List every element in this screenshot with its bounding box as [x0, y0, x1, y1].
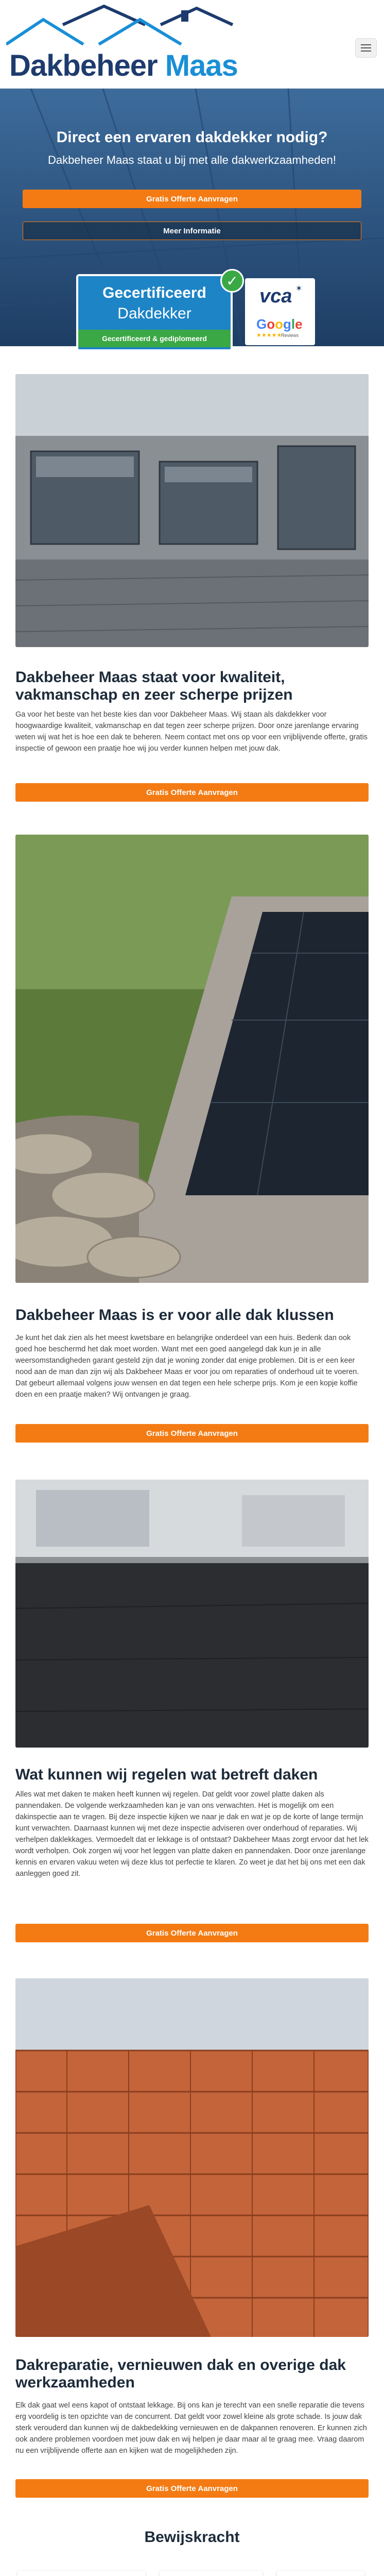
section4-title: Dakreparatie, vernieuwen dak en overige dak werkzaamheden [15, 2357, 346, 2391]
vca-logo: vca [259, 285, 292, 307]
section4-text: Elk dak gaat wel eens kapot of ontstaat lekkage. Bij ons kan je terecht van een snelle reparatie die tevens erg voordelig is ten opzichte van de concurrent. Dat geldt voor zowel kleine als grote schade. Is jouw dak sterk verouderd dan kunnen wij de dakbedekking vernieuwen en de dakpannen renoveren. Er kunnen zich ook andere problemen voordoen met jouw dak en wij helpen je daar maar al te graag mee. Vraag daarom nu een vrijblijvende offerte aan en kijken wat de mogelijkheden zijn. [15, 2401, 367, 2455]
badge-line2: Dakdekker [117, 305, 191, 322]
badge-line1: Gecertificeerd [102, 284, 206, 301]
section1-title: Dakbeheer Maas staat voor kwaliteit, vakmanschap en zeer scherpe prijzen [15, 669, 293, 703]
google-reviews-label: Reviews [281, 333, 299, 338]
section1-photo [15, 374, 369, 647]
section2-text: Je kunt het dak zien als het meest kwetsbare en belangrijke onderdeel van een huis. Bedenk dan ook goed hoe beschermd het dak moet worden. Want met een goed aangelegd dak kun je in alle weersomstandigheden garant gesteld zijn dat je woning zonder dat enige problemen. Dit is er een keer nood aan de man dan zijn wij als Dakbeheer Maas er voor jou om reparaties of onderhoud uit te voeren. Dat gebeurt allemaal volgens jouw wensen en dat tegen een hele scherpe prijs. Kom je een kopje koffie doen en een praatje maken? Wij ontvangen je graag. [15, 1334, 359, 1399]
hero-more-info-button[interactable]: Meer Informatie [23, 222, 361, 240]
flat-roof-photo [15, 1480, 369, 1748]
site-header [0, 0, 384, 89]
roof-logo-icon [6, 4, 248, 45]
section2-quote-button[interactable]: Gratis Offerte Aanvragen [15, 1424, 369, 1443]
section4-photo [15, 1978, 369, 2337]
logo-text [9, 49, 238, 82]
certified-badge [76, 273, 238, 351]
testimonial-card-left [18, 2571, 145, 2576]
roof-tiles-photo [15, 1978, 369, 2337]
solar-panels-roof-photo [15, 835, 369, 1283]
section2-photo [15, 835, 369, 1283]
section4-quote-button[interactable]: Gratis Offerte Aanvragen [15, 2479, 369, 2498]
certified-badge-box [76, 274, 233, 351]
badge-strip: Gecertificeerd & gediplomeerd [78, 330, 231, 347]
hero-subtitle: Dakbeheer Maas staat u bij met alle dakwerkzaamheden! [47, 154, 337, 166]
section2-title: Dakbeheer Maas is er voor alle dak klussen [15, 1307, 334, 1324]
section1-quote-button[interactable]: Gratis Offerte Aanvragen [15, 783, 369, 802]
logo-text-dark: Dakbeheer [9, 49, 158, 82]
google-stars-icon: ★★★★★ [256, 332, 282, 338]
google-logo: Google [256, 316, 303, 332]
vca-star-icon: ✶ [295, 284, 303, 293]
hero-title: Direct een ervaren dakdekker nodig? [56, 129, 328, 146]
testimonial-card-right [277, 2571, 364, 2576]
menu-button[interactable] [355, 38, 377, 58]
hero-quote-button[interactable]: Gratis Offerte Aanvragen [23, 190, 361, 208]
section1-text: Ga voor het beste van het beste kies dan voor Dakbeheer Maas. Wij staan als dakdekker voor hoogwaardige kwaliteit, vakmanschap en dat tegen zeer scherpe prijzen. Door onze jarenlange ervaring weten wij wat het is hoe een dak te beheren. Neem contact met ons op voor een vrijblijvende offerte, gratis inspectie of gewoon een praatje hoe wij jou verder kunnen helpen met jouw dak. [15, 710, 368, 753]
certifications-logos [245, 278, 315, 345]
logo-text-accent: Maas [165, 49, 238, 82]
checkmark-icon: ✓ [220, 269, 244, 293]
hamburger-icon [361, 44, 371, 52]
testimonials-title: Bewijskracht [144, 2529, 240, 2546]
section3-text: Alles wat met daken te maken heeft kunnen wij regelen. Dat geldt voor zowel platte daken als pannendaken. De volgende werkzaamheden kan je van ons verwachten. Het is mogelijk om een dakinspectie aan te vragen. Bij deze inspectie kijken we naar je dak en wat je op de korte of lange termijn kunt verwachten. Daarnaast kunnen wij met deze inspectie adviseren over onderhoud of reparaties. Wij verhelpen daklekkages. Vermoedelt dat er lekkage is of ontstaat? Dakbeheer Maas zorgt ervoor dat het lek wordt verholpen. Ook zorgen wij voor het leggen van platte daken en pannendaken. Door onze jarenlange kennis en ervaren vakuu weten wij deze klus tot perfectie te klaren. Zo weet je dat het bij ons met een dak aanleggen goed zit. [15, 1790, 369, 1878]
roof-windows-photo [15, 374, 369, 647]
section3-quote-button[interactable]: Gratis Offerte Aanvragen [15, 1924, 369, 1942]
section3-photo [15, 1480, 369, 1748]
logo[interactable] [6, 4, 248, 87]
section3-title: Wat kunnen wij regelen wat betreft daken [15, 1766, 318, 1783]
testimonial-card-center [160, 2571, 263, 2576]
